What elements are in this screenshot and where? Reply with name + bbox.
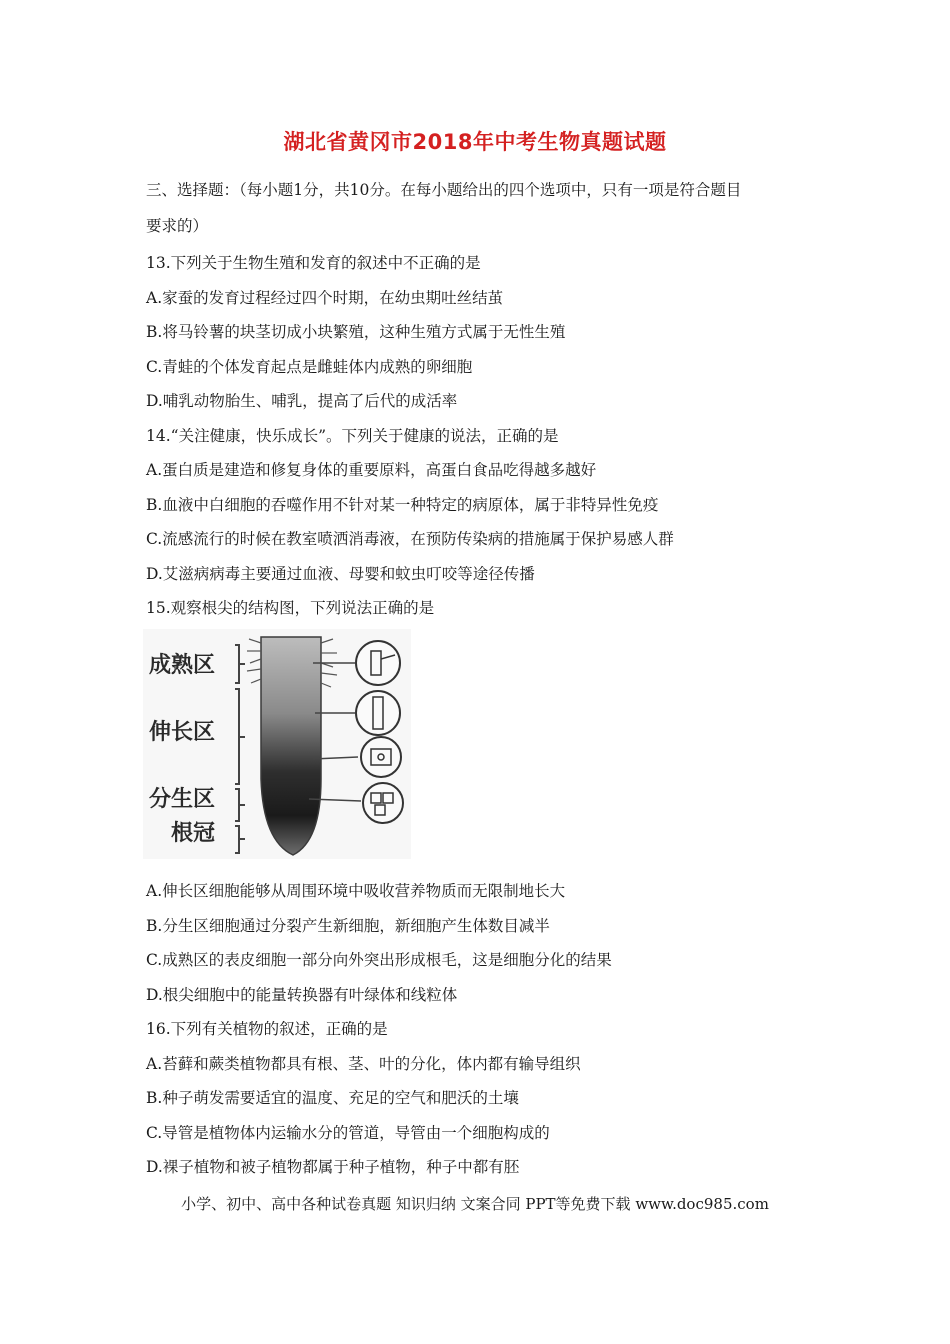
question-13-option-d: D.哺乳动物胎生、哺乳，提高了后代的成活率 xyxy=(146,392,458,410)
question-16-option-b: B.种子萌发需要适宜的温度、充足的空气和肥沃的土壤 xyxy=(146,1089,519,1107)
question-16-stem: 16.下列有关植物的叙述，正确的是 xyxy=(146,1020,388,1038)
question-16-option-d: D.裸子植物和被子植物都属于种子植物，种子中都有胚 xyxy=(146,1158,520,1176)
question-14-stem: 14.“关注健康，快乐成长”。下列关于健康的说法，正确的是 xyxy=(146,427,559,445)
label-maturation-zone: 成熟区 xyxy=(149,653,216,678)
section-heading-line1: 三、选择题：（每小题1分，共10分。在每小题给出的四个选项中，只有一项是符合题目 xyxy=(146,181,742,199)
question-13-option-a: A.家蚕的发育过程经过四个时期，在幼虫期吐丝结茧 xyxy=(146,289,504,307)
document-title: 湖北省黄冈市2018年中考生物真题试题 xyxy=(283,130,667,154)
root-tip-diagram xyxy=(143,629,411,859)
label-elongation-zone: 伸长区 xyxy=(149,720,216,745)
question-13-stem: 13.下列关于生物生殖和发育的叙述中不正确的是 xyxy=(146,254,481,272)
label-root-cap: 根冠 xyxy=(171,821,216,846)
question-15-option-a: A.伸长区细胞能够从周围环境中吸收营养物质而无限制地长大 xyxy=(146,882,566,900)
label-meristem-zone: 分生区 xyxy=(149,787,216,812)
question-14-option-b: B.血液中白细胞的吞噬作用不针对某一种特定的病原体，属于非特异性免疫 xyxy=(146,496,659,514)
root-tip-figure xyxy=(143,629,411,859)
question-15-option-b: B.分生区细胞通过分裂产生新细胞，新细胞产生体数目减半 xyxy=(146,917,550,935)
question-14-option-d: D.艾滋病病毒主要通过血液、母婴和蚊虫叮咬等途径传播 xyxy=(146,565,535,583)
question-15-stem: 15.观察根尖的结构图，下列说法正确的是 xyxy=(146,599,435,617)
question-13-option-c: C.青蛙的个体发育起点是雌蛙体内成熟的卵细胞 xyxy=(146,358,473,376)
question-15-option-c: C.成熟区的表皮细胞一部分向外突出形成根毛，这是细胞分化的结果 xyxy=(146,951,612,969)
section-heading-line2: 要求的） xyxy=(146,217,209,235)
question-14-option-c: C.流感流行的时候在教室喷洒消毒液，在预防传染病的措施属于保护易感人群 xyxy=(146,530,674,548)
page-footer: 小学、初中、高中各种试卷真题 知识归纳 文案合同 PPT等免费下载 www.doc985.com xyxy=(181,1195,769,1213)
root-body xyxy=(261,637,321,855)
question-16-option-c: C.导管是植物体内运输水分的管道，导管由一个细胞构成的 xyxy=(146,1124,550,1142)
question-14-option-a: A.蛋白质是建造和修复身体的重要原料，高蛋白食品吃得越多越好 xyxy=(146,461,597,479)
question-15-option-d: D.根尖细胞中的能量转换器有叶绿体和线粒体 xyxy=(146,986,458,1004)
question-13-option-b: B.将马铃薯的块茎切成小块繁殖，这种生殖方式属于无性生殖 xyxy=(146,323,566,341)
question-16-option-a: A.苔藓和蕨类植物都具有根、茎、叶的分化，体内都有输导组织 xyxy=(146,1055,581,1073)
